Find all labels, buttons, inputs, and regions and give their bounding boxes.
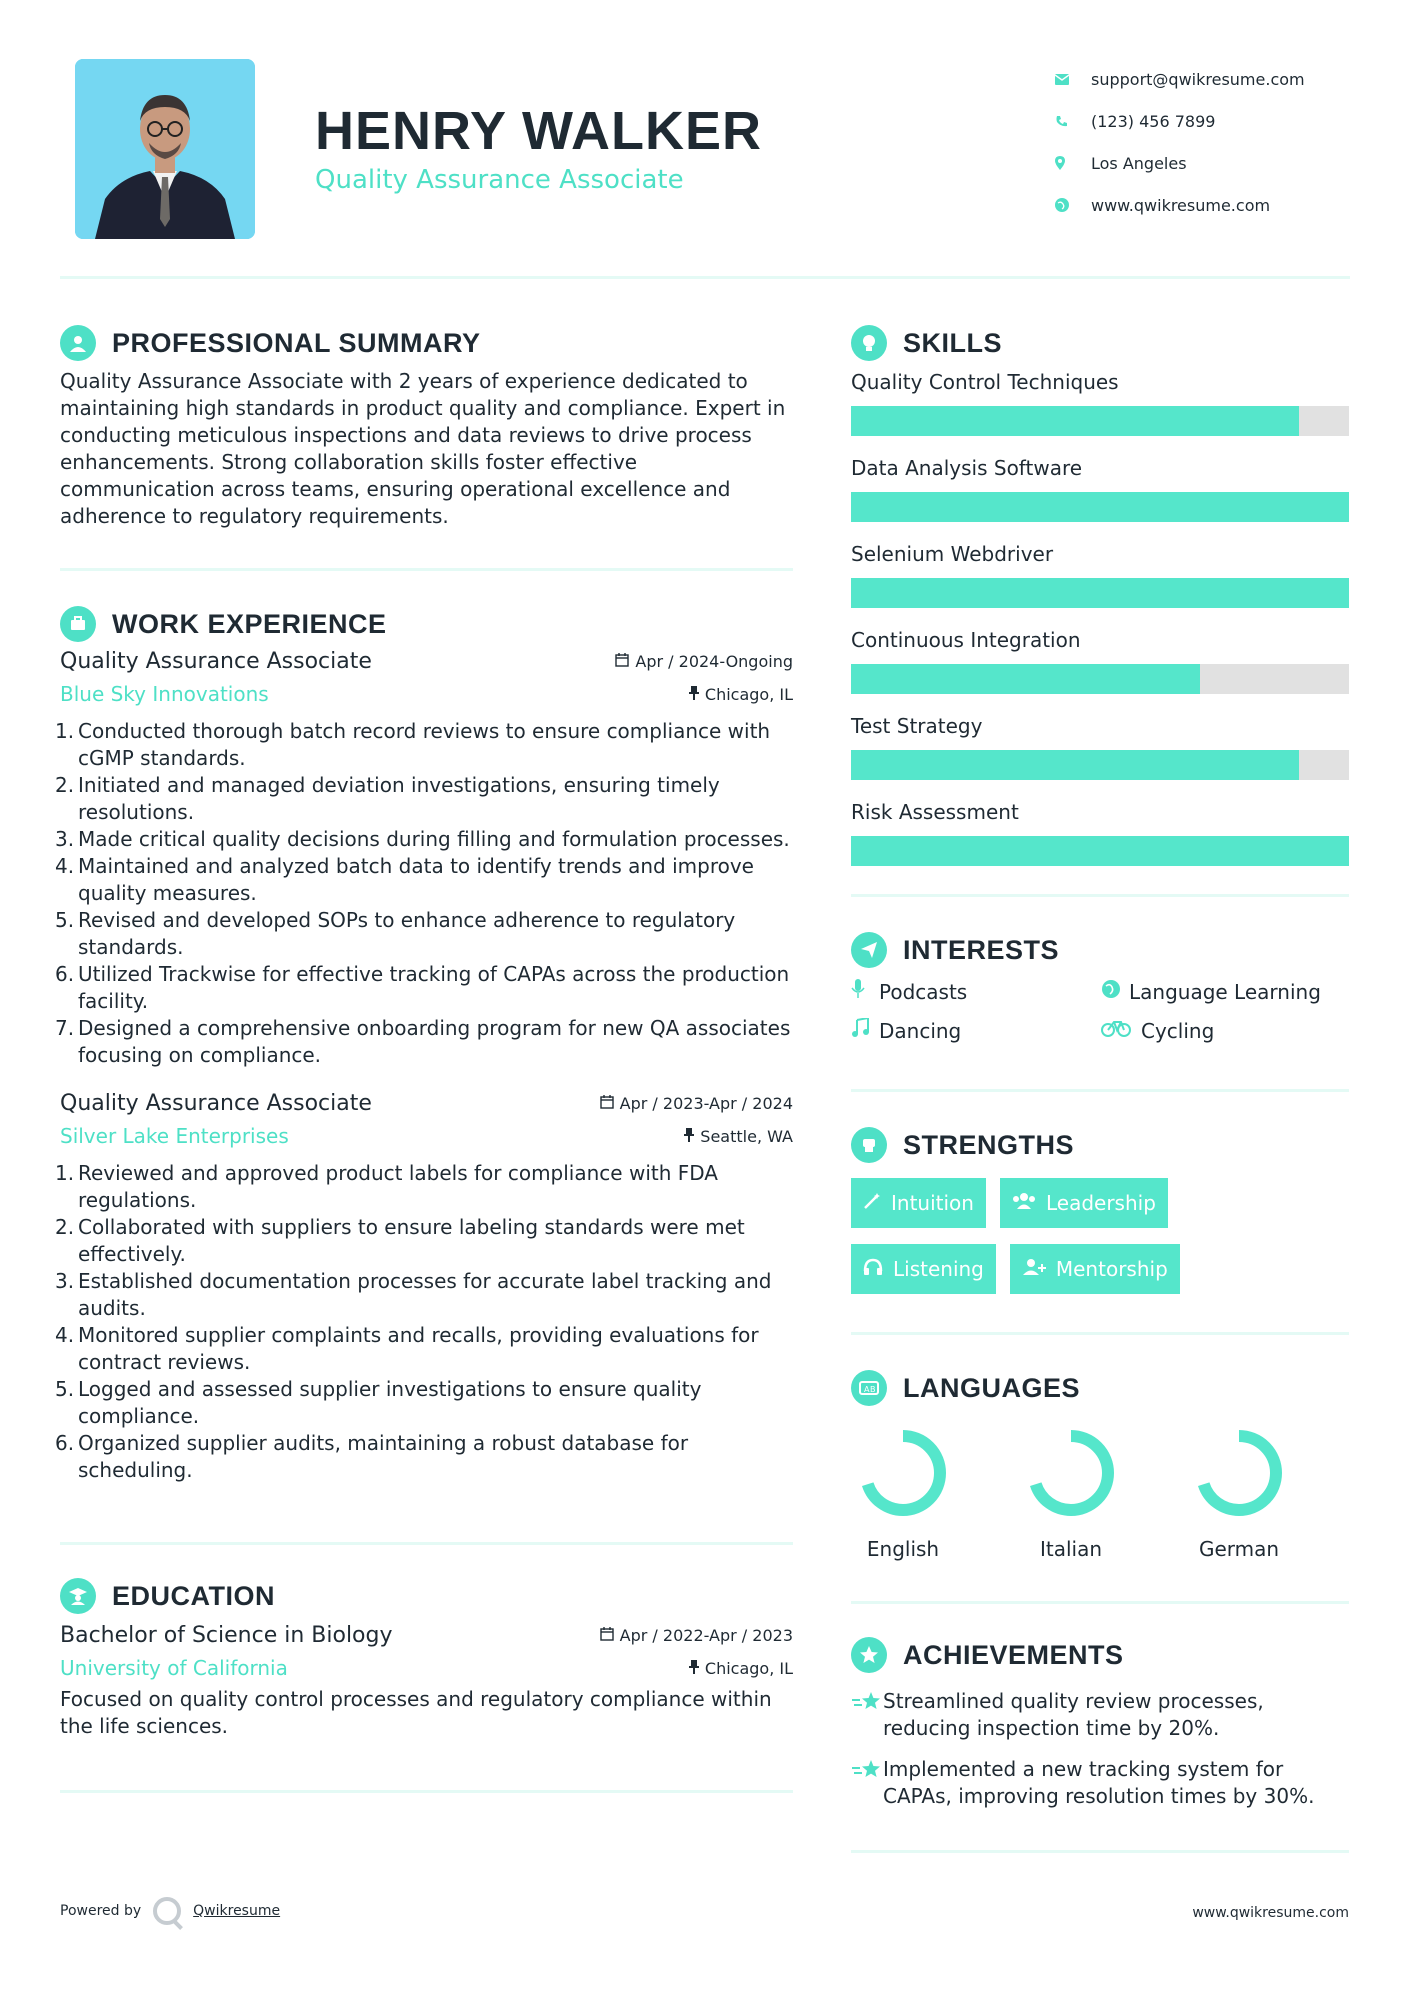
strength-label: Listening [893, 1257, 984, 1281]
duty-item: Utilized Trackwise for effective tracking of CAPAs across the production facility. [78, 962, 790, 1013]
skills-list [851, 366, 1349, 866]
education-date-text: Apr / 2022-Apr / 2023 [619, 1626, 793, 1645]
paper-plane-icon [851, 932, 887, 968]
language-item [859, 1429, 947, 1561]
experience-heading: WORK EXPERIENCE [112, 608, 387, 639]
skill-bar-fill [851, 578, 1349, 608]
fist-icon [851, 1127, 887, 1163]
duty-item: Revised and developed SOPs to enhance adherence to regulatory standards. [78, 908, 736, 959]
users-icon [1012, 1191, 1036, 1215]
experience-section [60, 601, 793, 1545]
contact-website[interactable] [1055, 184, 1355, 226]
achievement-item [851, 1756, 1349, 1810]
candidate-title: Quality Assurance Associate [315, 165, 684, 195]
headphones-icon [863, 1257, 883, 1281]
summary-section [60, 320, 793, 571]
contact-location-text: Los Angeles [1091, 153, 1187, 173]
language-name: English [866, 1537, 940, 1561]
duty-item: Established documentation processes for accurate label tracking and audits. [78, 1269, 772, 1320]
header-divider [60, 276, 1350, 279]
skill-item [851, 710, 1349, 780]
globe-icon [1055, 198, 1091, 212]
skill-name: Risk Assessment [851, 800, 1019, 824]
magic-wand-icon [863, 1191, 881, 1215]
contact-website-text: www.qwikresume.com [1091, 195, 1271, 215]
globe-icon [1101, 979, 1129, 1004]
duty-list [60, 1160, 793, 1484]
achievements-heading: ACHIEVEMENTS [903, 1639, 1124, 1670]
duty-item: Made critical quality decisions during filling and formulation processes. [78, 827, 790, 851]
powered-by-label: Powered by [60, 1903, 142, 1919]
skill-item [851, 796, 1349, 866]
strength-label: Intuition [891, 1191, 974, 1215]
achievement-text: Implemented a new tracking system for CAPAs, improving resolution times by 30%. [883, 1757, 1315, 1808]
summary-text: Quality Assurance Associate with 2 years of experience dedicated to maintaining high standards in product quality and compliance. Expert in conducting meticulous inspections and data reviews to drive process enhancements. Strong collaboration skills foster effective communication across teams, ensuring operational excellence and adherence to regulatory requirements. [60, 369, 786, 528]
duty-item: Reviewed and approved product labels for compliance with FDA regulations. [78, 1161, 718, 1212]
strengths-list [851, 1178, 1251, 1294]
interest-item [1101, 979, 1341, 1004]
interests-grid [851, 979, 1349, 1043]
qwikresume-logo-icon [153, 1897, 181, 1925]
lightbulb-icon [851, 325, 887, 361]
skill-bar-fill [851, 836, 1349, 866]
calendar-icon [600, 1094, 614, 1113]
skill-bar [851, 492, 1349, 522]
duty-item: Designed a comprehensive onboarding program for new QA associates focusing on compliance. [78, 1016, 791, 1067]
duty-item: Maintained and analyzed batch data to identify trends and improve quality measures. [78, 854, 754, 905]
strength-chip [1010, 1244, 1180, 1294]
skill-item [851, 538, 1349, 608]
interest-label: Dancing [879, 1018, 962, 1043]
interests-section [851, 927, 1349, 1092]
music-note-icon [851, 1018, 879, 1043]
strength-label: Mentorship [1055, 1257, 1168, 1281]
language-name: Italian [1039, 1537, 1103, 1561]
job-date-text: Apr / 2024-Ongoing [635, 652, 793, 671]
section-divider [60, 568, 793, 571]
achievements-section [851, 1632, 1349, 1853]
duty-item: Collaborated with suppliers to ensure labeling standards were met effectively. [78, 1215, 745, 1266]
skill-bar [851, 578, 1349, 608]
footer-powered-by [60, 1897, 280, 1925]
strengths-section [851, 1122, 1349, 1335]
graduate-icon [60, 1578, 96, 1614]
interest-item [1101, 1018, 1341, 1043]
languages-list [851, 1429, 1349, 1561]
education-location-text: Chicago, IL [704, 1658, 793, 1678]
strengths-heading: STRENGTHS [903, 1129, 1075, 1160]
section-divider [60, 1542, 793, 1545]
phone-icon [1055, 115, 1091, 128]
interest-label: Language Learning [1129, 979, 1321, 1004]
interest-item [851, 1018, 1101, 1043]
skills-heading: SKILLS [903, 327, 1003, 358]
education-section [60, 1573, 793, 1793]
duty-list [60, 718, 793, 1069]
calendar-icon [615, 652, 629, 671]
calendar-icon [600, 1626, 614, 1645]
skill-bar-fill [851, 664, 1200, 694]
skill-bar [851, 836, 1349, 866]
degree-title: Bachelor of Science in Biology [60, 1623, 393, 1648]
languages-section [851, 1365, 1349, 1604]
skill-item [851, 624, 1349, 694]
education-heading: EDUCATION [112, 1580, 275, 1611]
skill-bar [851, 750, 1349, 780]
shooting-star-icon [851, 1756, 883, 1788]
strength-chip [851, 1244, 996, 1294]
skill-item [851, 452, 1349, 522]
briefcase-icon [60, 606, 96, 642]
language-name: German [1198, 1537, 1280, 1561]
job-date [615, 652, 793, 671]
pushpin-icon [689, 1659, 699, 1678]
skill-item [851, 366, 1349, 436]
section-divider [851, 1332, 1349, 1335]
skill-name: Data Analysis Software [851, 456, 1083, 480]
svg-text:B: B [870, 1385, 876, 1394]
skill-bar-fill [851, 492, 1349, 522]
languages-heading: LANGUAGES [903, 1372, 1081, 1403]
job-date-text: Apr / 2023-Apr / 2024 [619, 1094, 793, 1113]
section-divider [851, 1089, 1349, 1092]
star-icon [851, 1637, 887, 1673]
pushpin-icon [689, 685, 699, 704]
education-location [689, 1659, 793, 1678]
left-column [60, 320, 793, 1793]
contact-location [1055, 142, 1355, 184]
bicycle-icon [1101, 1019, 1141, 1042]
job-location-text: Seattle, WA [700, 1126, 793, 1146]
svg-text:A: A [864, 1385, 870, 1394]
skill-bar-fill [851, 750, 1299, 780]
job-location [684, 1127, 793, 1146]
education-description: Focused on quality control processes and regulatory compliance within the life sciences. [60, 1687, 772, 1738]
job-entry [60, 1091, 793, 1484]
footer-website[interactable]: www.qwikresume.com [1192, 1905, 1349, 1921]
job-company: Silver Lake Enterprises [60, 1124, 289, 1148]
section-divider [851, 894, 1349, 897]
job-location [689, 685, 793, 704]
school-name: University of California [60, 1656, 288, 1680]
pushpin-icon [684, 1127, 694, 1146]
skill-name: Continuous Integration [851, 628, 1081, 652]
job-title: Quality Assurance Associate [60, 649, 372, 674]
section-divider [60, 1790, 793, 1793]
contact-list [1055, 58, 1355, 226]
strength-label: Leadership [1045, 1191, 1156, 1215]
interest-label: Podcasts [879, 979, 968, 1004]
job-location-text: Chicago, IL [704, 684, 793, 704]
job-company: Blue Sky Innovations [60, 682, 269, 706]
skill-name: Test Strategy [851, 714, 983, 738]
right-column [851, 320, 1349, 1853]
skills-section [851, 320, 1349, 897]
strength-chip [1000, 1178, 1168, 1228]
skill-bar-fill [851, 406, 1299, 436]
duty-item: Organized supplier audits, maintaining a robust database for scheduling. [78, 1431, 689, 1482]
job-date [600, 1094, 793, 1113]
interest-label: Cycling [1141, 1018, 1215, 1043]
interests-heading: INTERESTS [903, 934, 1060, 965]
interest-item [851, 979, 1101, 1004]
skill-bar [851, 406, 1349, 436]
profile-photo [75, 59, 255, 239]
contact-phone-text: (123) 456 7899 [1091, 111, 1216, 131]
language-ring [859, 1429, 947, 1517]
shooting-star-icon [851, 1688, 883, 1720]
location-pin-icon [1055, 156, 1091, 170]
section-divider [851, 1601, 1349, 1604]
duty-item: Initiated and managed deviation investigations, ensuring timely resolutions. [78, 773, 720, 824]
language-card-icon [851, 1370, 887, 1406]
duty-item: Conducted thorough batch record reviews to ensure compliance with cGMP standards. [78, 719, 771, 770]
education-date [600, 1626, 793, 1645]
language-ring [1195, 1429, 1283, 1517]
achievement-text: Streamlined quality review processes, reducing inspection time by 20%. [883, 1689, 1264, 1740]
email-icon [1055, 74, 1091, 85]
candidate-name: HENRY WALKER [315, 101, 763, 161]
summary-heading: PROFESSIONAL SUMMARY [112, 327, 481, 358]
job-title: Quality Assurance Associate [60, 1091, 372, 1116]
language-item [1027, 1429, 1115, 1561]
section-divider [851, 1850, 1349, 1853]
contact-phone[interactable] [1055, 100, 1355, 142]
job-entry [60, 649, 793, 1069]
contact-email[interactable] [1055, 58, 1355, 100]
achievement-item [851, 1688, 1349, 1742]
brand-link[interactable]: Qwikresume [193, 1903, 281, 1919]
microphone-icon [851, 979, 879, 1004]
contact-email-text: support@qwikresume.com [1091, 69, 1305, 89]
user-plus-icon [1022, 1257, 1046, 1281]
strength-chip [851, 1178, 986, 1228]
skill-name: Quality Control Techniques [851, 370, 1119, 394]
language-item [1195, 1429, 1283, 1561]
user-icon [60, 325, 96, 361]
skill-bar [851, 664, 1349, 694]
skill-name: Selenium Webdriver [851, 542, 1054, 566]
duty-item: Logged and assessed supplier investigations to ensure quality compliance. [78, 1377, 702, 1428]
language-ring [1027, 1429, 1115, 1517]
duty-item: Monitored supplier complaints and recalls, providing evaluations for contract reviews. [78, 1323, 759, 1374]
